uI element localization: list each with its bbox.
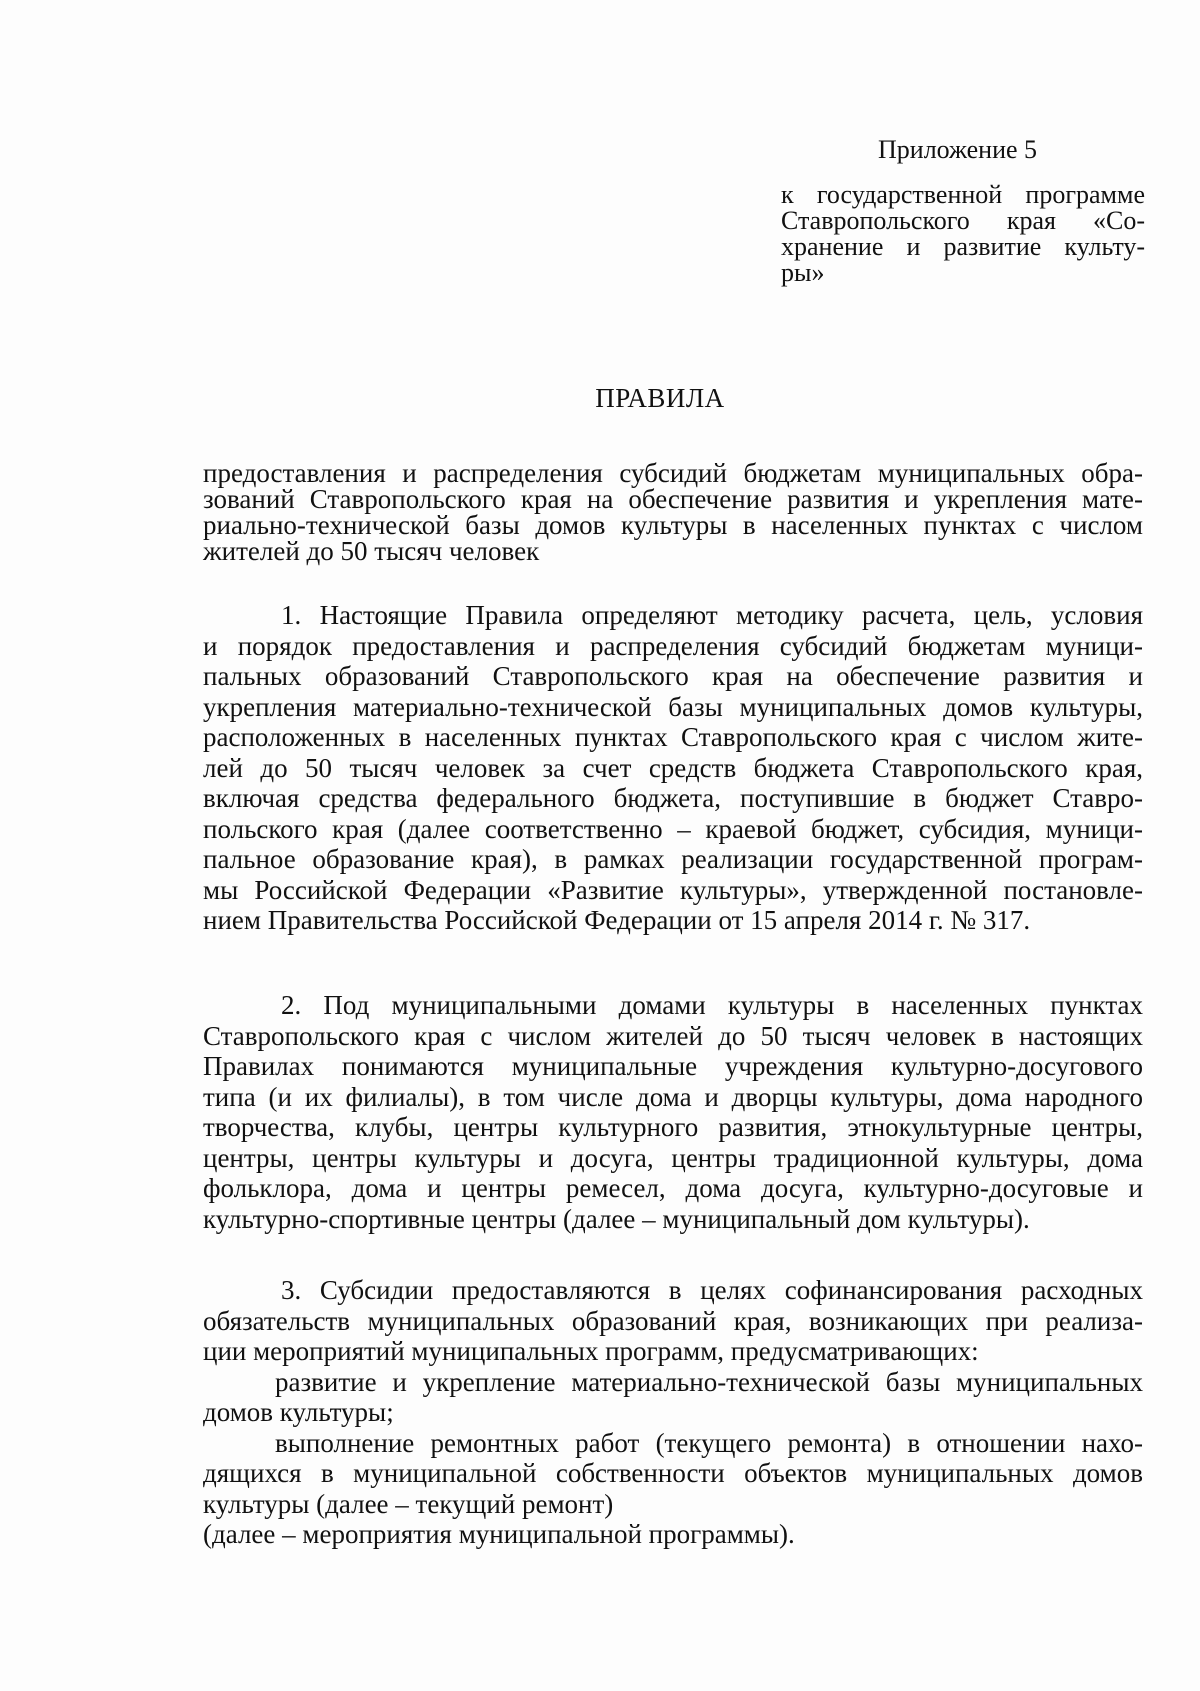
document-heading: ПРАВИЛА (595, 383, 725, 413)
paragraph-line: 3. Субсидии предоставляются в целях софинансирования расходных (281, 1275, 1143, 1305)
paragraph-line: польского края (далее соответственно – краевой бюджет, субсидия, муници- (203, 813, 1143, 844)
appendix-ref-line: хранение и развитие культу- (781, 232, 1145, 261)
paragraph-line: домов культуры; (203, 1397, 394, 1427)
paragraph-line: мы Российской Федерации «Развитие культуры», утвержденной постановле- (203, 874, 1143, 905)
appendix-ref-line: ры» (781, 258, 825, 287)
paragraph-line: укрепления материально-технической базы муниципальных домов культуры, (203, 691, 1143, 722)
paragraph-line: 1. Настоящие Правила определяют методику расчета, цель, условия (281, 600, 1143, 630)
subtitle-line: риально-технической базы домов культуры в населенных пунктах с числом (203, 510, 1143, 540)
appendix-reference (781, 182, 1145, 286)
paragraph-line: Ставропольского края с числом жителей до 50 тысяч человек в настоящих (203, 1020, 1143, 1051)
appendix-title: Приложение 5 (878, 135, 1038, 164)
paragraph-line: расположенных в населенных пунктах Ставропольского края с числом жите- (203, 722, 1143, 752)
paragraph-line: творчества, клубы, центры культурного развития, этнокультурные центры, (203, 1112, 1143, 1142)
paragraph-line: культурно-спортивные центры (далее – муниципальный дом культуры). (203, 1203, 1030, 1234)
appendix-ref-line: к государственной программе (781, 180, 1145, 209)
subtitle-line: жителей до 50 тысяч человек (203, 536, 540, 566)
paragraph-line: фольклора, дома и центры ремесел, дома досуга, культурно-досуговые и (203, 1173, 1143, 1203)
appendix-ref-line: Ставропольского края «Со- (781, 206, 1145, 235)
paragraph-line: выполнение ремонтных работ (текущего ремонта) в отношении нахо- (275, 1427, 1143, 1458)
subtitle-line: предоставления и распределения субсидий бюджетам муниципальных обра- (203, 458, 1143, 488)
document-subtitle (203, 460, 1143, 564)
paragraph-line: ции мероприятий муниципальных программ, предусматривающих: (203, 1336, 979, 1366)
paragraph-2 (203, 990, 1143, 1234)
paragraph-line: (далее – мероприятия муниципальной программы). (203, 1519, 795, 1549)
paragraph-line: пальных образований Ставропольского края на обеспечение развития и (203, 661, 1143, 691)
paragraph-line: 2. Под муниципальными домами культуры в населенных пунктах (281, 990, 1143, 1020)
paragraph-line: дящихся в муниципальной собственности объектов муниципальных домов (203, 1458, 1143, 1488)
paragraph-1 (203, 600, 1143, 936)
paragraph-line: нием Правительства Российской Федерации от 15 апреля 2014 г. № 317. (203, 905, 1031, 935)
paragraph-line: развитие и укрепление материально-технической базы муниципальных (275, 1366, 1143, 1397)
paragraph-line: центры, центры культуры и досуга, центры традиционной культуры, дома (203, 1142, 1143, 1173)
paragraph-line: лей до 50 тысяч человек за счет средств бюджета Ставропольского края, (203, 752, 1143, 783)
subtitle-line: зований Ставропольского края на обеспечение развития и укрепления мате- (203, 484, 1143, 514)
paragraph-line: обязательств муниципальных образований края, возникающих при реализа- (203, 1305, 1143, 1336)
paragraph-3 (203, 1275, 1143, 1550)
paragraph-line: типа (и их филиалы), в том числе дома и дворцы культуры, дома народного (203, 1081, 1143, 1112)
paragraph-line: включая средства федерального бюджета, поступившие в бюджет Ставро- (203, 783, 1143, 813)
paragraph-line: пальное образование края), в рамках реализации государственной програм- (203, 844, 1143, 874)
paragraph-line: и порядок предоставления и распределения субсидий бюджетам муници- (203, 630, 1143, 661)
paragraph-line: Правилах понимаются муниципальные учреждения культурно-досугового (203, 1051, 1143, 1081)
paragraph-line: культуры (далее – текущий ремонт) (203, 1488, 614, 1519)
